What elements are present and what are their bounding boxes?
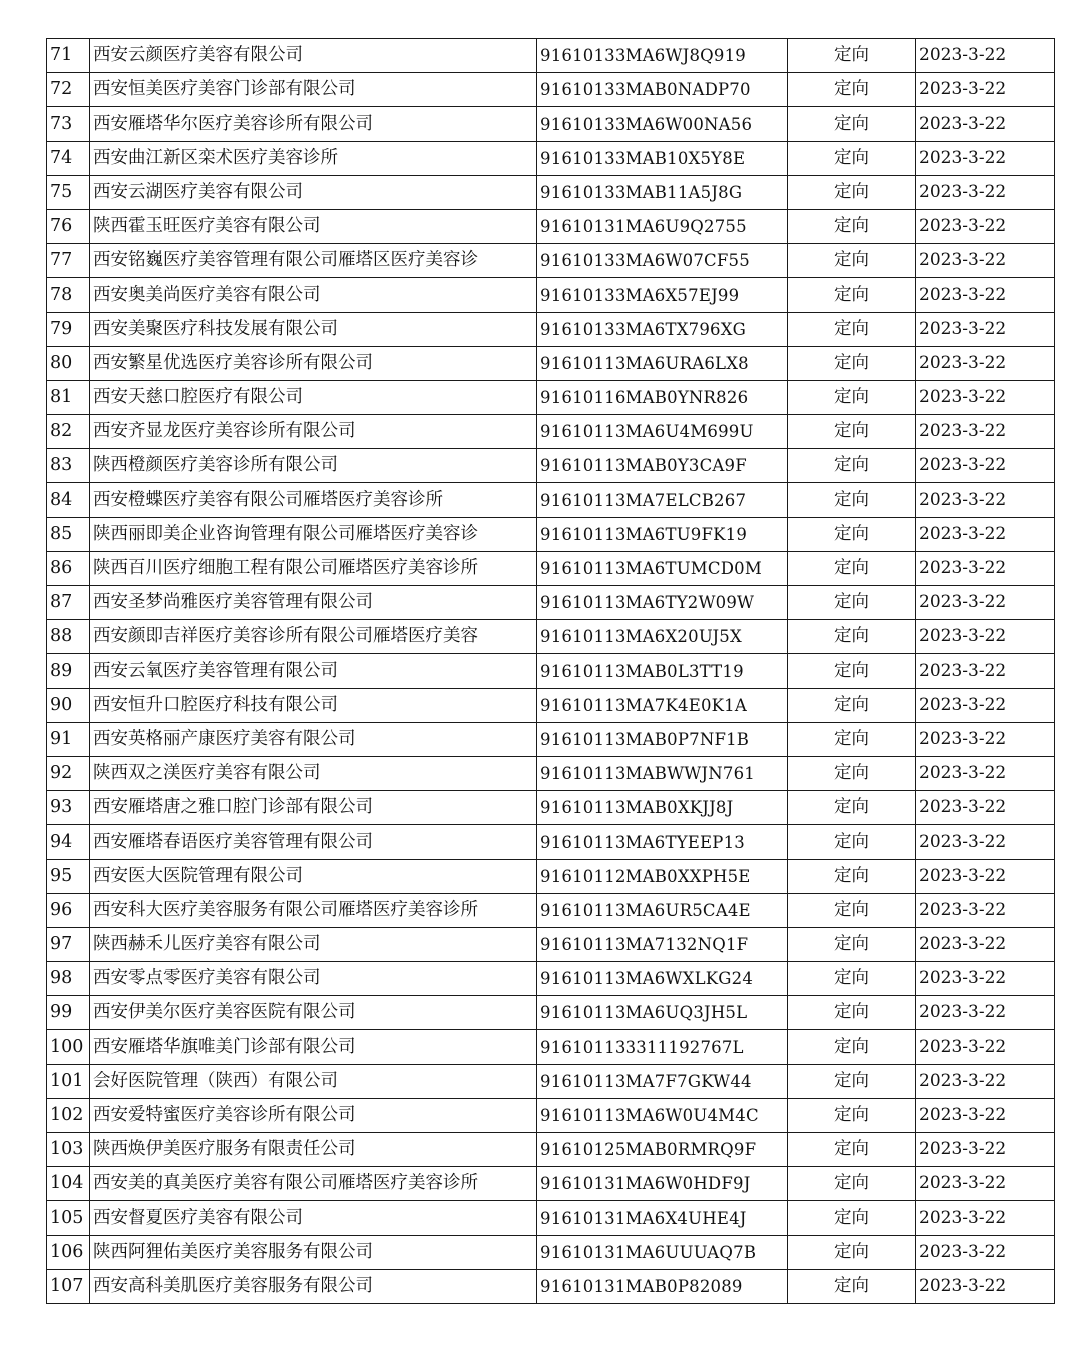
type-cell: 定向	[788, 175, 916, 209]
row-number-cell: 91	[47, 722, 90, 756]
credit-code-cell: 91610131MA6UUUAQ7B	[537, 1235, 788, 1269]
table-row	[47, 1235, 1055, 1269]
table-row	[47, 107, 1055, 141]
credit-code-cell: 91610125MAB0RMRQ9F	[537, 1133, 788, 1167]
type-cell: 定向	[788, 1030, 916, 1064]
type-cell: 定向	[788, 1201, 916, 1235]
type-cell: 定向	[788, 1235, 916, 1269]
institution-name-cell: 陕西双之渼医疗美容有限公司	[90, 756, 537, 790]
row-number-cell: 81	[47, 380, 90, 414]
institution-name-cell: 陕西百川医疗细胞工程有限公司雁塔医疗美容诊所	[90, 551, 537, 585]
table-row	[47, 346, 1055, 380]
table-row	[47, 39, 1055, 73]
type-cell: 定向	[788, 1064, 916, 1098]
row-number-cell: 96	[47, 893, 90, 927]
institution-table	[46, 38, 1055, 1304]
type-cell: 定向	[788, 449, 916, 483]
date-cell: 2023-3-22	[916, 551, 1055, 585]
institution-name-cell: 西安恒美医疗美容门诊部有限公司	[90, 73, 537, 107]
institution-name-cell: 西安圣梦尚雅医疗美容管理有限公司	[90, 586, 537, 620]
institution-name-cell: 西安科大医疗美容服务有限公司雁塔医疗美容诊所	[90, 893, 537, 927]
credit-code-cell: 91610113MAB0P7NF1B	[537, 722, 788, 756]
institution-name-cell: 会好医院管理（陕西）有限公司	[90, 1064, 537, 1098]
row-number-cell: 99	[47, 996, 90, 1030]
table-row	[47, 791, 1055, 825]
institution-name-cell: 西安雁塔春语医疗美容管理有限公司	[90, 825, 537, 859]
type-cell: 定向	[788, 893, 916, 927]
row-number-cell: 82	[47, 415, 90, 449]
credit-code-cell: 91610113MAB0L3TT19	[537, 654, 788, 688]
table-row	[47, 688, 1055, 722]
row-number-cell: 75	[47, 175, 90, 209]
credit-code-cell: 91610113MA7ELCB267	[537, 483, 788, 517]
type-cell: 定向	[788, 483, 916, 517]
credit-code-cell: 91610113MA7F7GKW44	[537, 1064, 788, 1098]
credit-code-cell: 91610133MA6TX796XG	[537, 312, 788, 346]
credit-code-cell: 91610113MA7132NQ1F	[537, 927, 788, 961]
table-row	[47, 722, 1055, 756]
table-row	[47, 73, 1055, 107]
credit-code-cell: 91610113MA6TYEEP13	[537, 825, 788, 859]
credit-code-cell: 91610113MA6URA6LX8	[537, 346, 788, 380]
institution-name-cell: 陕西丽即美企业咨询管理有限公司雁塔医疗美容诊	[90, 517, 537, 551]
date-cell: 2023-3-22	[916, 756, 1055, 790]
credit-code-cell: 91610131MAB0P82089	[537, 1269, 788, 1303]
credit-code-cell: 91610113MABWWJN761	[537, 756, 788, 790]
type-cell: 定向	[788, 1098, 916, 1132]
table-row	[47, 209, 1055, 243]
type-cell: 定向	[788, 1269, 916, 1303]
type-cell: 定向	[788, 312, 916, 346]
date-cell: 2023-3-22	[916, 107, 1055, 141]
table-row	[47, 1098, 1055, 1132]
date-cell: 2023-3-22	[916, 791, 1055, 825]
type-cell: 定向	[788, 380, 916, 414]
date-cell: 2023-3-22	[916, 825, 1055, 859]
date-cell: 2023-3-22	[916, 962, 1055, 996]
credit-code-cell: 91610131MA6W0HDF9J	[537, 1167, 788, 1201]
row-number-cell: 97	[47, 927, 90, 961]
credit-code-cell: 91610133MA6W00NA56	[537, 107, 788, 141]
row-number-cell: 105	[47, 1201, 90, 1235]
type-cell: 定向	[788, 551, 916, 585]
table-row	[47, 551, 1055, 585]
type-cell: 定向	[788, 278, 916, 312]
credit-code-cell: 916101133311192767L	[537, 1030, 788, 1064]
row-number-cell: 83	[47, 449, 90, 483]
date-cell: 2023-3-22	[916, 244, 1055, 278]
row-number-cell: 95	[47, 859, 90, 893]
row-number-cell: 104	[47, 1167, 90, 1201]
date-cell: 2023-3-22	[916, 312, 1055, 346]
table-row	[47, 1201, 1055, 1235]
date-cell: 2023-3-22	[916, 1133, 1055, 1167]
credit-code-cell: 91610133MA6X57EJ99	[537, 278, 788, 312]
institution-name-cell: 西安恒升口腔医疗科技有限公司	[90, 688, 537, 722]
credit-code-cell: 91610133MA6WJ8Q919	[537, 39, 788, 73]
row-number-cell: 98	[47, 962, 90, 996]
institution-name-cell: 西安雁塔唐之雅口腔门诊部有限公司	[90, 791, 537, 825]
date-cell: 2023-3-22	[916, 39, 1055, 73]
date-cell: 2023-3-22	[916, 449, 1055, 483]
type-cell: 定向	[788, 244, 916, 278]
type-cell: 定向	[788, 1133, 916, 1167]
credit-code-cell: 91610113MA6TU9FK19	[537, 517, 788, 551]
institution-name-cell: 西安云颜医疗美容有限公司	[90, 39, 537, 73]
type-cell: 定向	[788, 346, 916, 380]
date-cell: 2023-3-22	[916, 209, 1055, 243]
credit-code-cell: 91610113MA6W0U4M4C	[537, 1098, 788, 1132]
table-row	[47, 996, 1055, 1030]
table-row	[47, 654, 1055, 688]
type-cell: 定向	[788, 39, 916, 73]
institution-name-cell: 西安铭巍医疗美容管理有限公司雁塔区医疗美容诊	[90, 244, 537, 278]
type-cell: 定向	[788, 927, 916, 961]
institution-name-cell: 西安零点零医疗美容有限公司	[90, 962, 537, 996]
institution-name-cell: 西安督夏医疗美容有限公司	[90, 1201, 537, 1235]
type-cell: 定向	[788, 107, 916, 141]
institution-name-cell: 西安天慈口腔医疗有限公司	[90, 380, 537, 414]
date-cell: 2023-3-22	[916, 927, 1055, 961]
table-row	[47, 312, 1055, 346]
table-row	[47, 483, 1055, 517]
type-cell: 定向	[788, 996, 916, 1030]
institution-name-cell: 西安高科美肌医疗美容服务有限公司	[90, 1269, 537, 1303]
type-cell: 定向	[788, 859, 916, 893]
type-cell: 定向	[788, 688, 916, 722]
credit-code-cell: 91610133MA6W07CF55	[537, 244, 788, 278]
row-number-cell: 86	[47, 551, 90, 585]
date-cell: 2023-3-22	[916, 278, 1055, 312]
institution-name-cell: 西安奥美尚医疗美容有限公司	[90, 278, 537, 312]
row-number-cell: 84	[47, 483, 90, 517]
date-cell: 2023-3-22	[916, 380, 1055, 414]
type-cell: 定向	[788, 586, 916, 620]
table-row	[47, 825, 1055, 859]
institution-name-cell: 西安美的真美医疗美容有限公司雁塔医疗美容诊所	[90, 1167, 537, 1201]
type-cell: 定向	[788, 73, 916, 107]
credit-code-cell: 91610113MA6UQ3JH5L	[537, 996, 788, 1030]
table-row	[47, 1269, 1055, 1303]
date-cell: 2023-3-22	[916, 141, 1055, 175]
table-row	[47, 449, 1055, 483]
institution-name-cell: 西安伊美尔医疗美容医院有限公司	[90, 996, 537, 1030]
row-number-cell: 73	[47, 107, 90, 141]
table-row	[47, 620, 1055, 654]
credit-code-cell: 91610113MA6U4M699U	[537, 415, 788, 449]
credit-code-cell: 91610133MAB11A5J8G	[537, 175, 788, 209]
institution-name-cell: 陕西橙颜医疗美容诊所有限公司	[90, 449, 537, 483]
row-number-cell: 90	[47, 688, 90, 722]
credit-code-cell: 91610113MA7K4E0K1A	[537, 688, 788, 722]
row-number-cell: 106	[47, 1235, 90, 1269]
table-row	[47, 893, 1055, 927]
institution-name-cell: 西安雁塔华旗唯美门诊部有限公司	[90, 1030, 537, 1064]
credit-code-cell: 91610113MAB0Y3CA9F	[537, 449, 788, 483]
date-cell: 2023-3-22	[916, 517, 1055, 551]
row-number-cell: 102	[47, 1098, 90, 1132]
table-row	[47, 175, 1055, 209]
date-cell: 2023-3-22	[916, 1098, 1055, 1132]
institution-name-cell: 西安医大医院管理有限公司	[90, 859, 537, 893]
institution-name-cell: 陕西焕伊美医疗服务有限责任公司	[90, 1133, 537, 1167]
type-cell: 定向	[788, 415, 916, 449]
credit-code-cell: 91610113MA6WXLKG24	[537, 962, 788, 996]
credit-code-cell: 91610131MA6U9Q2755	[537, 209, 788, 243]
type-cell: 定向	[788, 1167, 916, 1201]
row-number-cell: 71	[47, 39, 90, 73]
institution-name-cell: 陕西阿狸佑美医疗美容服务有限公司	[90, 1235, 537, 1269]
institution-name-cell: 西安美聚医疗科技发展有限公司	[90, 312, 537, 346]
institution-name-cell: 西安英格丽产康医疗美容有限公司	[90, 722, 537, 756]
type-cell: 定向	[788, 654, 916, 688]
row-number-cell: 107	[47, 1269, 90, 1303]
table-row	[47, 586, 1055, 620]
row-number-cell: 88	[47, 620, 90, 654]
table-row	[47, 244, 1055, 278]
credit-code-cell: 91610112MAB0XXPH5E	[537, 859, 788, 893]
type-cell: 定向	[788, 141, 916, 175]
table-row	[47, 278, 1055, 312]
date-cell: 2023-3-22	[916, 175, 1055, 209]
institution-name-cell: 西安曲江新区栾术医疗美容诊所	[90, 141, 537, 175]
row-number-cell: 78	[47, 278, 90, 312]
credit-code-cell: 91610113MA6TUMCD0M	[537, 551, 788, 585]
row-number-cell: 94	[47, 825, 90, 859]
credit-code-cell: 91610133MAB10X5Y8E	[537, 141, 788, 175]
table-row	[47, 380, 1055, 414]
date-cell: 2023-3-22	[916, 654, 1055, 688]
date-cell: 2023-3-22	[916, 346, 1055, 380]
date-cell: 2023-3-22	[916, 688, 1055, 722]
row-number-cell: 87	[47, 586, 90, 620]
table-row	[47, 1064, 1055, 1098]
institution-name-cell: 西安雁塔华尔医疗美容诊所有限公司	[90, 107, 537, 141]
type-cell: 定向	[788, 517, 916, 551]
date-cell: 2023-3-22	[916, 1030, 1055, 1064]
table-row	[47, 756, 1055, 790]
institution-name-cell: 陕西赫禾儿医疗美容有限公司	[90, 927, 537, 961]
table-row	[47, 1133, 1055, 1167]
row-number-cell: 77	[47, 244, 90, 278]
row-number-cell: 85	[47, 517, 90, 551]
date-cell: 2023-3-22	[916, 586, 1055, 620]
date-cell: 2023-3-22	[916, 1201, 1055, 1235]
institution-name-cell: 西安爱特蜜医疗美容诊所有限公司	[90, 1098, 537, 1132]
table-body	[47, 39, 1055, 1304]
institution-name-cell: 西安颜即吉祥医疗美容诊所有限公司雁塔医疗美容	[90, 620, 537, 654]
table-row	[47, 859, 1055, 893]
date-cell: 2023-3-22	[916, 73, 1055, 107]
table-row	[47, 962, 1055, 996]
institution-name-cell: 西安繁星优选医疗美容诊所有限公司	[90, 346, 537, 380]
date-cell: 2023-3-22	[916, 620, 1055, 654]
row-number-cell: 79	[47, 312, 90, 346]
credit-code-cell: 91610113MA6TY2W09W	[537, 586, 788, 620]
credit-code-cell: 91610113MA6X20UJ5X	[537, 620, 788, 654]
date-cell: 2023-3-22	[916, 1235, 1055, 1269]
table-row	[47, 517, 1055, 551]
row-number-cell: 89	[47, 654, 90, 688]
institution-name-cell: 西安云湖医疗美容有限公司	[90, 175, 537, 209]
row-number-cell: 72	[47, 73, 90, 107]
date-cell: 2023-3-22	[916, 996, 1055, 1030]
type-cell: 定向	[788, 722, 916, 756]
institution-name-cell: 西安橙蝶医疗美容有限公司雁塔医疗美容诊所	[90, 483, 537, 517]
type-cell: 定向	[788, 962, 916, 996]
type-cell: 定向	[788, 756, 916, 790]
date-cell: 2023-3-22	[916, 1167, 1055, 1201]
table-row	[47, 141, 1055, 175]
type-cell: 定向	[788, 825, 916, 859]
date-cell: 2023-3-22	[916, 893, 1055, 927]
table-row	[47, 927, 1055, 961]
credit-code-cell: 91610113MA6UR5CA4E	[537, 893, 788, 927]
date-cell: 2023-3-22	[916, 722, 1055, 756]
date-cell: 2023-3-22	[916, 1269, 1055, 1303]
institution-name-cell: 西安齐显龙医疗美容诊所有限公司	[90, 415, 537, 449]
type-cell: 定向	[788, 791, 916, 825]
row-number-cell: 74	[47, 141, 90, 175]
date-cell: 2023-3-22	[916, 483, 1055, 517]
row-number-cell: 101	[47, 1064, 90, 1098]
institution-name-cell: 西安云氧医疗美容管理有限公司	[90, 654, 537, 688]
type-cell: 定向	[788, 209, 916, 243]
table-row	[47, 1030, 1055, 1064]
credit-code-cell: 91610116MAB0YNR826	[537, 380, 788, 414]
date-cell: 2023-3-22	[916, 1064, 1055, 1098]
date-cell: 2023-3-22	[916, 415, 1055, 449]
row-number-cell: 100	[47, 1030, 90, 1064]
row-number-cell: 80	[47, 346, 90, 380]
credit-code-cell: 91610113MAB0XKJJ8J	[537, 791, 788, 825]
row-number-cell: 93	[47, 791, 90, 825]
credit-code-cell: 91610131MA6X4UHE4J	[537, 1201, 788, 1235]
date-cell: 2023-3-22	[916, 859, 1055, 893]
type-cell: 定向	[788, 620, 916, 654]
table-row	[47, 1167, 1055, 1201]
row-number-cell: 103	[47, 1133, 90, 1167]
table-row	[47, 415, 1055, 449]
row-number-cell: 92	[47, 756, 90, 790]
row-number-cell: 76	[47, 209, 90, 243]
institution-name-cell: 陕西霍玉旺医疗美容有限公司	[90, 209, 537, 243]
credit-code-cell: 91610133MAB0NADP70	[537, 73, 788, 107]
